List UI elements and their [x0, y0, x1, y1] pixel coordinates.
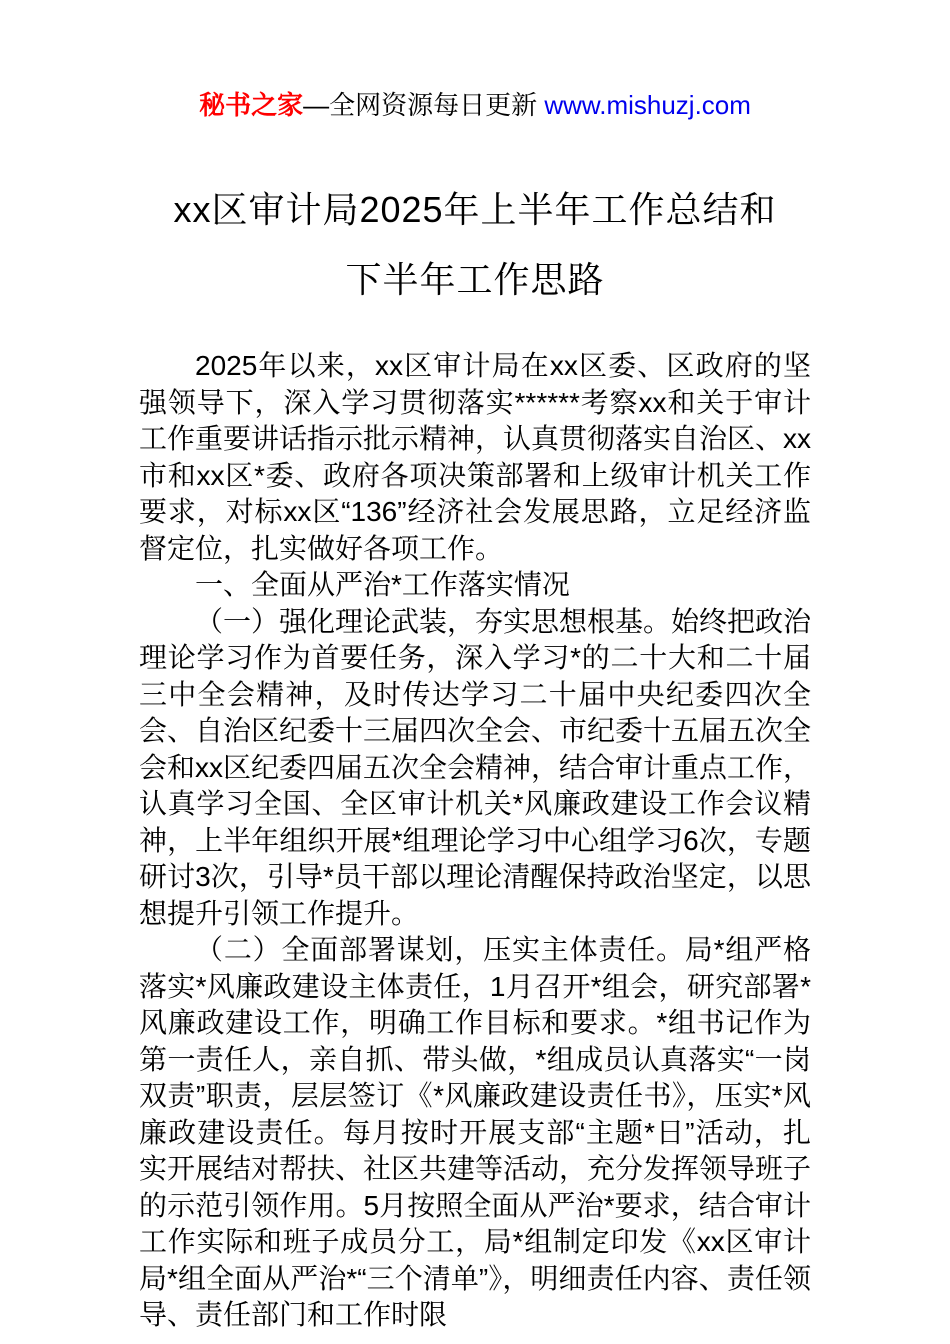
document-title-line1: xx区审计局2025年上半年工作总结和 [173, 189, 777, 230]
document-title [0, 175, 950, 315]
site-header [0, 0, 950, 122]
paragraph-section1-item1: （一）强化理论武装，夯实思想根基。始终把政治理论学习作为首要任务，深入学习*的二十大和二十届三中全会精神，及时传达学习二十届中央纪委四次全会、自治区纪委十三届四次全会、市纪委十五届五次全会和xx区纪委四届五次全会精神，结合审计重点工作，认真学习全国、全区审计机关*风廉政建设工作会议精神，上半年组织开展*组理论学习中心组学习6次，专题研讨3次，引导*员干部以理论清醒保持政治坚定，以思想提升引领工作提升。 [139, 605, 812, 929]
paragraph-intro: 2025年以来，xx区审计局在xx区委、区政府的坚强领导下，深入学习贯彻落实******考察xx和关于审计工作重要讲话指示批示精神，认真贯彻落实自治区、xx市和xx区*委、政府各项决策部署和上级审计机关工作要求，对标xx区“136”经济社会发展思路，立足经济监督定位，扎实做好各项工作。 [139, 350, 812, 564]
paragraph-section1-item2: （二）全面部署谋划，压实主体责任。局*组严格落实*风廉政建设主体责任，1月召开*组会，研究部署*风廉政建设工作，明确工作目标和要求。*组书记作为第一责任人，亲自抓、带头做，*组成员认真落实“一岗双责”职责，层层签订《*风廉政建设责任书》，压实*风廉政建设责任。每月按时开展支部“主题*日”活动，扎实开展结对帮扶、社区共建等活动，充分发挥领导班子的示范引领作用。5月按照全面从严治*要求，结合审计工作实际和班子成员分工，局*组制定印发《xx区审计局*组全面从严治*“三个清单”》，明细责任内容、责任领导、责任部门和工作时限 [139, 934, 812, 1330]
document-title-line2: 下半年工作思路 [345, 259, 605, 300]
site-brand-separator: — [303, 90, 330, 120]
section-heading-1: 一、全面从严治*工作落实情况 [195, 569, 570, 600]
document-body [139, 348, 811, 1334]
site-brand-name: 秘书之家 [199, 90, 304, 120]
site-tagline: 全网资源每日更新 [329, 90, 545, 120]
site-url-link[interactable]: www.mishuzj.com [544, 90, 751, 120]
